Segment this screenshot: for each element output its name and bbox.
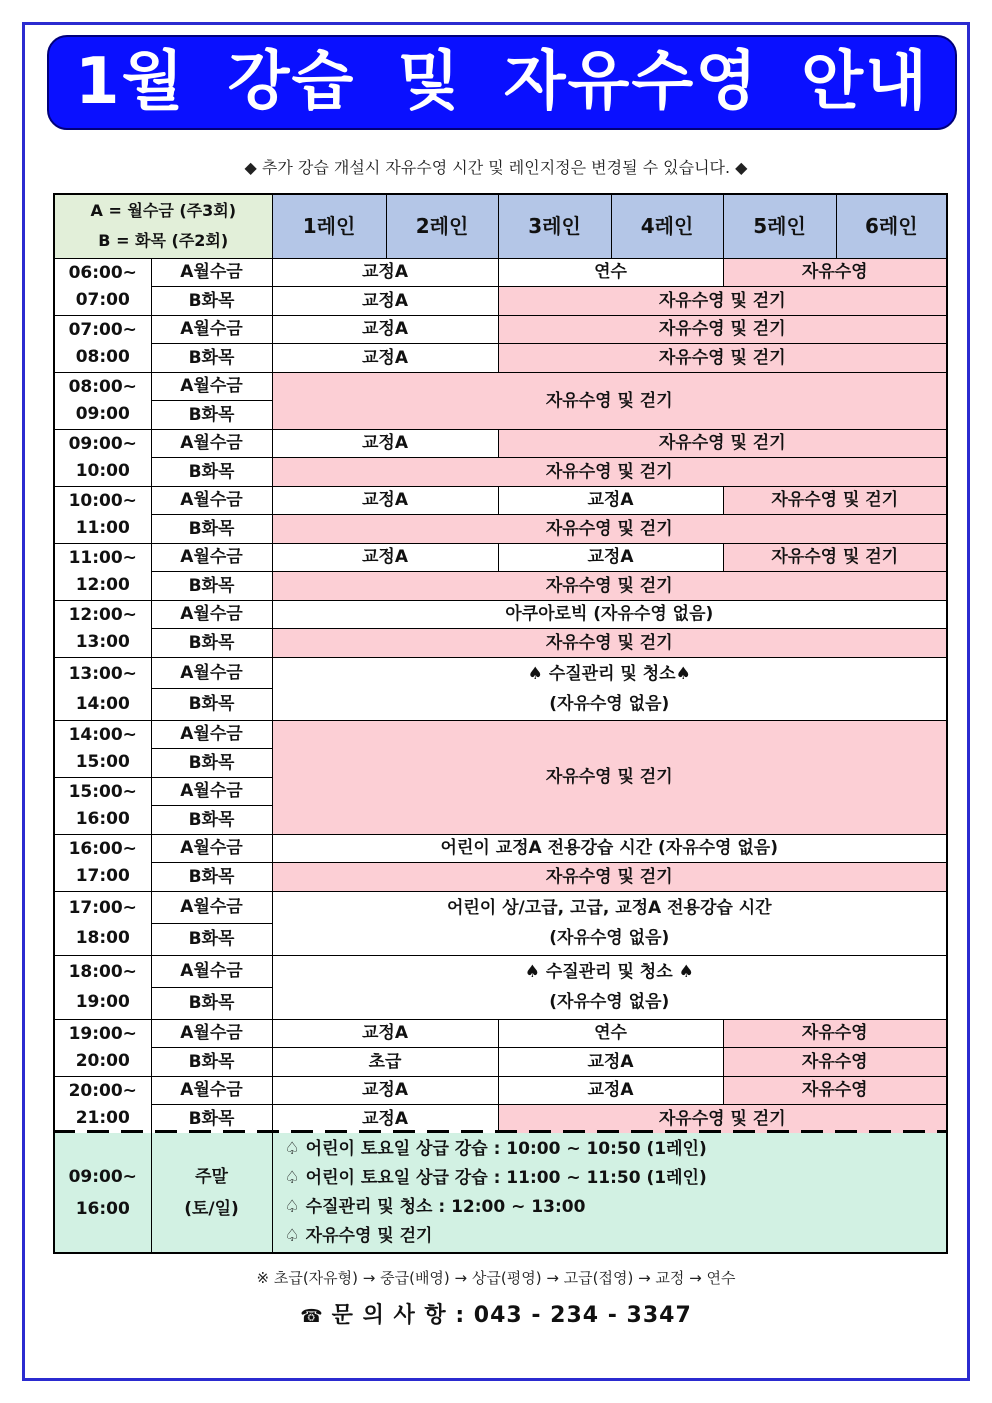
- lane-cell: 자유수영: [723, 1076, 947, 1104]
- lane-cell: 어린이 교정A 전용강습 시간 (자유수영 없음): [272, 834, 947, 862]
- time-slot: [54, 955, 151, 1019]
- weekend-divider: [53, 1130, 946, 1133]
- lane-cell: 자유수영 및 걷기: [723, 486, 947, 514]
- table-row: [54, 600, 947, 628]
- day-label: A월수금: [151, 1076, 272, 1104]
- merged-cell: 자유수영 및 걷기: [272, 372, 947, 429]
- time-end: 11:00: [75, 517, 130, 538]
- time-end: 15:00: [75, 751, 130, 772]
- lane-cell: 교정A: [272, 543, 498, 571]
- lane-cell: 아쿠아로빅 (자유수영 없음): [272, 600, 947, 628]
- lane-cell: 연수: [498, 1019, 723, 1047]
- lane-cell: 교정A: [272, 258, 498, 286]
- time-start: 07:00~: [68, 319, 137, 340]
- time-slot: [54, 372, 151, 429]
- time-start: 11:00~: [68, 547, 137, 568]
- weekend-item: ♤ 어린이 토요일 상급 강습 : 10:00 ~ 10:50 (1레인): [284, 1138, 707, 1159]
- weekend-time-slot: [54, 1133, 151, 1253]
- table-row: [54, 343, 947, 372]
- time-end: 10:00: [75, 460, 130, 481]
- lane-cell: 자유수영 및 걷기: [498, 286, 947, 315]
- lane-cell: 교정A: [498, 1047, 723, 1076]
- merged-line: ♠ 수질관리 및 청소♠: [527, 663, 691, 684]
- lane-cell: 자유수영 및 걷기: [498, 429, 947, 457]
- lane-cell: 자유수영 및 걷기: [272, 862, 947, 891]
- day-label: A월수금: [151, 720, 272, 748]
- table-row: [54, 628, 947, 657]
- merged-line: (자유수영 없음): [549, 992, 670, 1012]
- lane-header-5: 5레인: [723, 194, 836, 258]
- lane-cell: 교정A: [498, 543, 723, 571]
- time-slot: [54, 834, 151, 891]
- time-start: 13:00~: [68, 663, 137, 684]
- merged-line: (자유수영 없음): [549, 928, 670, 948]
- time-start: 14:00~: [68, 724, 137, 745]
- weekend-day-label: [151, 1133, 272, 1253]
- day-label: B화목: [151, 1047, 272, 1076]
- lane-cell: 자유수영 및 걷기: [723, 543, 947, 571]
- time-slot: [54, 429, 151, 486]
- day-label: B화목: [151, 805, 272, 834]
- weekend-day: 주말: [195, 1166, 228, 1187]
- time-end: 19:00: [75, 992, 130, 1012]
- day-label: B화목: [151, 862, 272, 891]
- contact-info: [0, 1301, 992, 1331]
- time-start: 08:00~: [68, 376, 137, 397]
- day-label: B화목: [151, 343, 272, 372]
- lane-cell: 자유수영 및 걷기: [498, 1104, 947, 1133]
- lane-cell: 교정A: [272, 286, 498, 315]
- table-row: [54, 891, 947, 923]
- table-row: [54, 1019, 947, 1047]
- level-progression: ※ 초급(자유형) → 중급(배영) → 상급(평영) → 고급(접영) → 교정 → 연수: [256, 1269, 736, 1287]
- table-row: [54, 486, 947, 514]
- schedule-table: [53, 193, 948, 1254]
- time-end: 12:00: [75, 574, 130, 595]
- lane-cell: 자유수영: [723, 1019, 947, 1047]
- table-row: [54, 543, 947, 571]
- time-slot: [54, 1076, 151, 1133]
- time-start: 12:00~: [68, 604, 137, 625]
- weekend-schedule: [272, 1133, 947, 1253]
- merged-line: 어린이 상/고급, 고급, 교정A 전용강습 시간: [446, 898, 772, 918]
- time-start: 06:00~: [68, 262, 137, 283]
- lane-cell: 교정A: [272, 315, 498, 343]
- time-end: 20:00: [75, 1050, 130, 1071]
- day-label: A월수금: [151, 891, 272, 923]
- time-end: 17:00: [75, 865, 130, 886]
- table-row: [54, 514, 947, 543]
- lane-header-3: 3레인: [498, 194, 611, 258]
- table-row: [54, 657, 947, 688]
- day-label: A월수금: [151, 777, 272, 805]
- merged-cell: [272, 891, 947, 955]
- day-label: A월수금: [151, 372, 272, 400]
- time-start: 10:00~: [68, 490, 137, 511]
- lane-cell: 교정A: [272, 1104, 498, 1133]
- time-end: 18:00: [75, 928, 130, 948]
- table-row: [54, 429, 947, 457]
- time-start: 17:00~: [68, 898, 137, 918]
- time-end: 16:00: [75, 808, 130, 829]
- title-banner: [47, 35, 957, 130]
- time-start: 16:00~: [68, 838, 137, 859]
- lane-cell: 자유수영: [723, 1047, 947, 1076]
- weekend-row: [54, 1133, 947, 1253]
- lane-cell: 교정A: [498, 1076, 723, 1104]
- lane-cell: 자유수영 및 걷기: [272, 571, 947, 600]
- time-start: 19:00~: [68, 1023, 137, 1044]
- day-label: A월수금: [151, 1019, 272, 1047]
- lane-cell: 자유수영: [723, 258, 947, 286]
- time-slot: [54, 600, 151, 657]
- day-label: B화목: [151, 571, 272, 600]
- merged-cell: 자유수영 및 걷기: [272, 720, 947, 834]
- time-end: 07:00: [75, 289, 130, 310]
- legend-cell: [54, 194, 272, 258]
- day-label: B화목: [151, 286, 272, 315]
- table-row: [54, 1104, 947, 1133]
- table-row: [54, 286, 947, 315]
- lane-header-4: 4레인: [611, 194, 723, 258]
- table-row: [54, 1076, 947, 1104]
- time-slot: [54, 720, 151, 777]
- table-row: [54, 1047, 947, 1076]
- day-label: A월수금: [151, 600, 272, 628]
- lane-cell: 연수: [498, 258, 723, 286]
- table-row: [54, 955, 947, 987]
- time-start: 20:00~: [68, 1080, 137, 1101]
- time-end: 21:00: [75, 1107, 130, 1128]
- table-row: [54, 457, 947, 486]
- time-slot: [54, 486, 151, 543]
- day-label: B화목: [151, 923, 272, 955]
- merged-line: ♠ 수질관리 및 청소 ♠: [524, 962, 694, 982]
- day-label: A월수금: [151, 486, 272, 514]
- day-label: B화목: [151, 1104, 272, 1133]
- time-slot: [54, 777, 151, 834]
- phone-icon: ☎: [300, 1306, 324, 1327]
- day-label: B화목: [151, 628, 272, 657]
- time-slot: [54, 315, 151, 372]
- day-label: B화목: [151, 514, 272, 543]
- time-slot: [54, 258, 151, 315]
- time-slot: [54, 543, 151, 600]
- table-row: [54, 862, 947, 891]
- day-label: A월수금: [151, 543, 272, 571]
- page-title: 1월 강습 및 자유수영 안내: [75, 45, 929, 119]
- day-label: A월수금: [151, 955, 272, 987]
- lane-cell: 자유수영 및 걷기: [498, 315, 947, 343]
- time-slot: [54, 657, 151, 720]
- day-label: A월수금: [151, 834, 272, 862]
- merged-cell: [272, 657, 947, 720]
- lane-header-6: 6레인: [836, 194, 947, 258]
- merged-cell: [272, 955, 947, 1019]
- weekend-item: ♤ 어린이 토요일 상급 강습 : 11:00 ~ 11:50 (1레인): [284, 1167, 707, 1188]
- day-label: A월수금: [151, 657, 272, 688]
- day-label: B화목: [151, 987, 272, 1019]
- lane-cell: 교정A: [272, 486, 498, 514]
- lane-cell: 교정A: [272, 429, 498, 457]
- table-row: [54, 720, 947, 748]
- time-end: 16:00: [75, 1198, 130, 1219]
- table-row: [54, 571, 947, 600]
- table-row: [54, 315, 947, 343]
- weekend-day-sub: (토/일): [184, 1198, 239, 1219]
- lane-cell: 교정A: [498, 486, 723, 514]
- merged-line: (자유수영 없음): [549, 693, 670, 714]
- day-label: A월수금: [151, 258, 272, 286]
- legend-a: A = 월수금 (주3회): [90, 201, 237, 221]
- legend-b: B = 화목 (주2회): [98, 231, 229, 251]
- lane-header-2: 2레인: [386, 194, 498, 258]
- weekend-item: ♤ 수질관리 및 청소 : 12:00 ~ 13:00: [284, 1196, 586, 1217]
- time-slot: [54, 1019, 151, 1076]
- time-slot: [54, 891, 151, 955]
- time-start: 15:00~: [68, 781, 137, 802]
- lane-cell: 자유수영 및 걷기: [272, 628, 947, 657]
- lane-cell: 초급: [272, 1047, 498, 1076]
- lane-cell: 교정A: [272, 343, 498, 372]
- lane-header-1: 1레인: [272, 194, 386, 258]
- contact-text: 문 의 사 항 : 043 - 234 - 3347: [331, 1303, 692, 1328]
- time-end: 09:00: [75, 403, 130, 424]
- day-label: A월수금: [151, 429, 272, 457]
- time-end: 13:00: [75, 631, 130, 652]
- time-start: 18:00~: [68, 962, 137, 982]
- time-start: 09:00~: [68, 1166, 137, 1187]
- lane-cell: 자유수영 및 걷기: [272, 457, 947, 486]
- table-row: [54, 372, 947, 400]
- schedule-notice: ◆ 추가 강습 개설시 자유수영 시간 및 레인지정은 변경될 수 있습니다. ◆: [244, 158, 748, 177]
- time-start: 09:00~: [68, 433, 137, 454]
- header-row: [54, 194, 947, 258]
- table-row: [54, 834, 947, 862]
- table-row: [54, 258, 947, 286]
- time-end: 14:00: [75, 693, 130, 714]
- day-label: B화목: [151, 400, 272, 429]
- day-label: B화목: [151, 748, 272, 777]
- weekend-item: ♤ 자유수영 및 걷기: [284, 1225, 433, 1246]
- day-label: B화목: [151, 688, 272, 720]
- lane-cell: 자유수영 및 걷기: [272, 514, 947, 543]
- lane-cell: 자유수영 및 걷기: [498, 343, 947, 372]
- time-end: 08:00: [75, 346, 130, 367]
- lane-cell: 교정A: [272, 1076, 498, 1104]
- day-label: B화목: [151, 457, 272, 486]
- day-label: A월수금: [151, 315, 272, 343]
- lane-cell: 교정A: [272, 1019, 498, 1047]
